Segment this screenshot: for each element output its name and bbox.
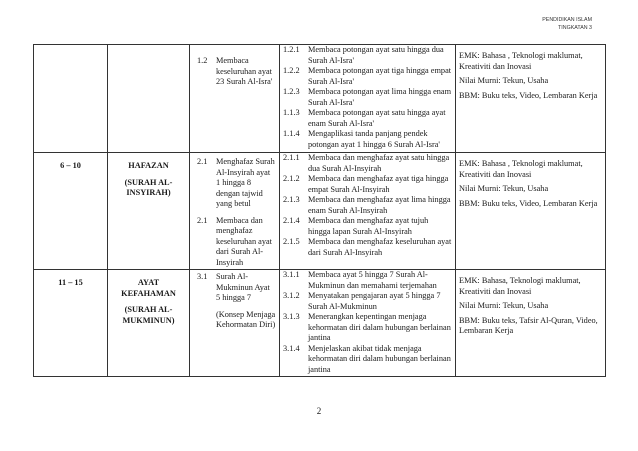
learning-objective: [283, 312, 452, 344]
learning-objective: [283, 237, 452, 258]
objective-number: 1.2.3: [283, 87, 300, 96]
emk-line: EMK: Bahasa, Teknologi maklumat, Kreativiti dan Inovasi: [459, 276, 581, 296]
emk-line: BBM: Buku teks, Tafsir Al-Quran, Video, Lembaran Kerja: [459, 315, 598, 335]
document-header: [542, 17, 592, 32]
emk-line: Nilai Murni: Tekun, Usaha: [459, 76, 549, 85]
objective-number: 2.1.5: [283, 237, 300, 246]
objective-text: Membaca potongan ayat satu hingga ayat enam Surah Al-Isra': [308, 108, 446, 128]
objective-number: 3.1.3: [283, 312, 300, 321]
table-row: [34, 270, 606, 377]
standard-text: Menghafaz Surah Al-Insyirah ayat 1 hingga 8 dengan tajwid yang betul: [216, 157, 275, 208]
standard-text: (Konsep Menjaga Kehormatan Diri): [216, 309, 276, 329]
objective-text: Membaca dan menghafaz ayat satu hingga dua Surah Al-Insyirah: [308, 153, 450, 173]
learning-objective: [283, 153, 452, 174]
emk-line: BBM: Buku teks, Video, Lembaran Kerja: [459, 90, 598, 100]
objective-text: Membaca potongan ayat tiga hingga empat Surah Al-Isra': [308, 66, 452, 86]
objective-text: Mengaplikasi tanda panjang pendek potongan ayat 1 hingga 6 Surah Al-Isra': [308, 129, 440, 149]
objective-number: 3.1.1: [283, 270, 300, 279]
objective-text: Membaca dan menghafaz ayat lima hingga enam Surah Al-Insyirah: [308, 195, 451, 215]
standard-text: Membaca keseluruhan ayat 23 Surah Al-Isra': [216, 56, 273, 86]
learning-objective: [283, 45, 452, 66]
objectives-cell: [280, 270, 456, 377]
objective-text: Membaca dan menghafaz keseluruhan ayat dari Surah Al-Insyirah: [308, 237, 452, 257]
standard-number: 2.1: [197, 215, 208, 225]
emk-line: Nilai Murni: Tekun, Usaha: [459, 184, 549, 193]
emk-cell: [456, 45, 606, 153]
objective-number: 2.1.1: [283, 153, 300, 162]
header-subject: PENDIDIKAN ISLAM: [542, 17, 592, 23]
learning-objective: [283, 270, 452, 291]
learning-objective: [283, 108, 452, 129]
objective-text: Menyatakan pengajaran ayat 5 hingga 7 Surah Al-Mukminun: [308, 291, 441, 311]
standard-cell: [190, 270, 280, 377]
unit-cell: [108, 45, 190, 153]
objective-number: 3.1.2: [283, 291, 300, 300]
learning-objective: [283, 129, 452, 150]
objective-text: Membaca dan menghafaz ayat tujuh hingga lapan Surah Al-Insyirah: [308, 216, 429, 236]
objective-number: 2.1.3: [283, 195, 300, 204]
emk-cell: [456, 153, 606, 270]
table-row: [34, 45, 606, 153]
week-cell: [34, 45, 108, 153]
unit-cell: [108, 270, 190, 377]
content-standard: [197, 216, 276, 269]
content-standard: [197, 310, 276, 331]
header-form: TINGKATAN 3: [558, 24, 592, 31]
emk-line: EMK: Bahasa , Teknologi maklumat, Kreativiti dan Inovasi: [459, 159, 583, 179]
week-cell: 11 – 15: [34, 270, 108, 377]
objective-text: Menjelaskan akibat tidak menjaga kehormatan diri dalam hubungan berlainan jantina: [308, 343, 451, 374]
standard-cell: [190, 153, 280, 270]
objective-number: 1.1.3: [283, 108, 300, 117]
objective-number: 1.2.2: [283, 66, 300, 75]
standard-number: [197, 310, 216, 331]
content-standard: [197, 272, 276, 304]
content-standard: [197, 56, 276, 88]
objective-number: 2.1.4: [283, 216, 300, 225]
objective-text: Menerangkan kepentingan menjaga kehormatan diri dalam hubungan berlainan jantina: [308, 312, 451, 342]
emk-line: EMK: Bahasa , Teknologi maklumat, Kreativiti dan Inovasi: [459, 51, 583, 71]
unit-title: AYAT KEFAHAMAN: [121, 278, 176, 298]
objective-text: Membaca potongan ayat lima hingga enam Surah Al-Isra': [308, 87, 452, 107]
learning-objective: [283, 87, 452, 108]
objective-number: 1.2.1: [283, 45, 300, 54]
unit-title: HAFAZAN: [128, 161, 169, 170]
emk-cell: [456, 270, 606, 377]
emk-line: BBM: Buku teks, Video, Lembaran Kerja: [459, 198, 598, 208]
standard-text: Surah Al-Mukminun Ayat 5 hingga 7: [216, 272, 270, 302]
objective-text: Membaca dan menghafaz ayat tiga hingga empat Surah Al-Insyirah: [308, 174, 449, 194]
objective-number: 1.1.4: [283, 129, 300, 138]
unit-cell: [108, 153, 190, 270]
objective-text: Membaca potongan ayat satu hingga dua Surah Al-Isra': [308, 45, 444, 65]
learning-objective: [283, 216, 452, 237]
standard-number: 1.2: [197, 56, 208, 65]
page-number: 2: [316, 406, 322, 416]
unit-title: (SURAH AL-INSYIRAH): [124, 177, 173, 197]
table-row: [34, 153, 606, 270]
standard-number: 3.1: [197, 272, 208, 281]
objectives-cell: [280, 45, 456, 153]
unit-title: (SURAH AL-MUKMINUN): [122, 305, 175, 325]
standard-text: Membaca dan menghafaz keseluruhan ayat dari Surah Al-Insyirah: [216, 215, 272, 267]
learning-objective: [283, 291, 452, 312]
learning-objective: [283, 195, 452, 216]
learning-objective: [283, 174, 452, 195]
objectives-cell: [280, 153, 456, 270]
learning-objective: [283, 344, 452, 376]
standard-number: 2.1: [197, 157, 208, 166]
learning-objective: [283, 66, 452, 87]
objective-number: 2.1.2: [283, 174, 300, 183]
syllabus-table: [33, 44, 606, 377]
standard-cell: [190, 45, 280, 153]
content-standard: [197, 157, 276, 210]
objective-text: Membaca ayat 5 hingga 7 Surah Al-Mukminun dan memahami terjemahan: [308, 270, 437, 290]
week-cell: 6 – 10: [34, 153, 108, 270]
objective-number: 3.1.4: [283, 343, 300, 353]
emk-line: Nilai Murni: Tekun, Usaha: [459, 301, 549, 310]
